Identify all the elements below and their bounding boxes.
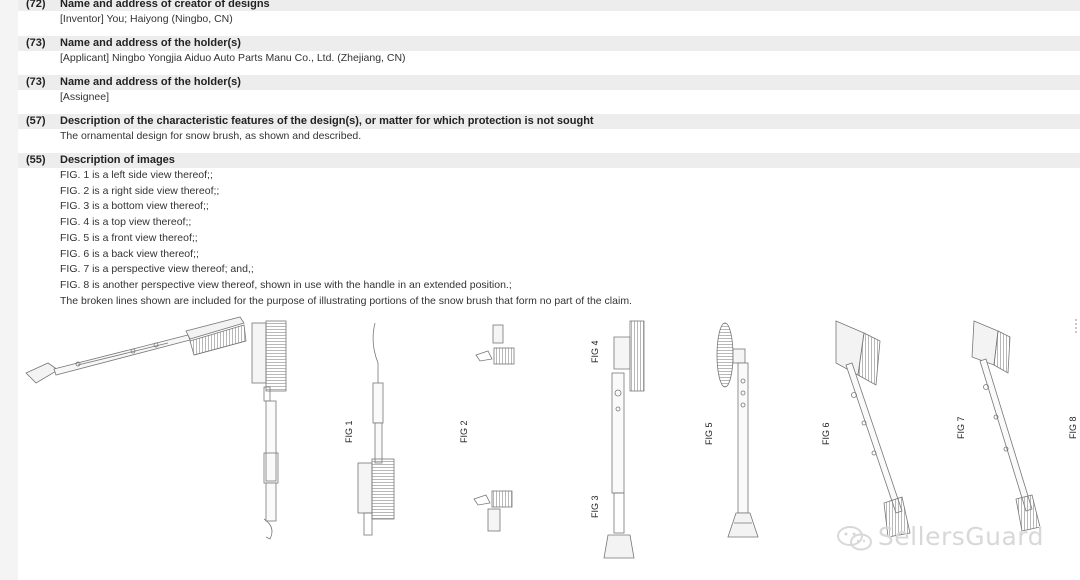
fig5-label: FIG 5 [704,422,714,445]
section-code: (72) [26,0,46,10]
applicant-line: [Applicant] Ningbo Yongjia Aiduo Auto Parts Manu Co., Ltd. (Zhejiang, CN) [60,52,406,64]
fig3-drawing [474,325,514,531]
fig4-label: FIG 4 [590,340,600,363]
section-code: (73) [26,76,46,88]
patent-page [18,0,1080,580]
image-line: FIG. 2 is a right side view thereof;; [60,184,220,197]
section-code: (57) [26,115,46,127]
section-header [18,0,1080,11]
section-header [18,153,1080,168]
fig2-label: FIG 2 [459,420,469,443]
section-creator [18,0,1080,28]
section-header [18,75,1080,90]
fig8-label: FIG 8 [1068,416,1078,439]
fig1-drawing [252,321,286,539]
section-title: Description of images [60,154,175,166]
section-code: (73) [26,37,46,49]
watermark [836,522,1044,552]
section-body [18,90,1080,106]
fig2-drawing [358,323,394,535]
watermark-text: SellersGuard [877,522,1044,551]
description-line: The ornamental design for snow brush, as shown and described. [60,130,362,142]
section-body [18,11,1080,28]
fig1-label: FIG 1 [344,420,354,443]
fig5-drawing [717,323,758,537]
section-header [18,36,1080,51]
section-code: (55) [26,154,46,166]
image-line: FIG. 7 is a perspective view thereof; and,; [60,263,254,276]
section-body [18,129,1080,145]
section-title: Name and address of the holder(s) [60,76,241,88]
fig3-label: FIG 3 [590,495,600,518]
section-description [18,114,1080,145]
image-line: FIG. 4 is a top view thereof;; [60,216,192,229]
section-title: Name and address of creator of designs [60,0,270,10]
fig6-label: FIG 6 [821,422,831,445]
image-line: FIG. 3 is a bottom view thereof;; [60,200,209,213]
section-title: Name and address of the holder(s) [60,37,241,49]
section-images [18,153,1080,309]
inventor-line: [Inventor] You; Haiyong (Ningbo, CN) [60,13,233,25]
image-line: FIG. 1 is a left side view thereof;; [60,169,213,181]
section-assignee [18,75,1080,106]
image-line: The broken lines shown are included for the purpose of illustrating portions of the snow brush that form no part of the claim. [60,294,632,307]
wechat-icon [836,524,874,552]
section-header [18,114,1080,129]
perspective-overview-drawing [26,317,246,383]
assignee-line: [Assignee] [60,91,110,103]
section-title: Description of the characteristic features of the design(s), or matter for which protection is not sought [60,115,594,127]
image-line: FIG. 8 is another perspective view thereof, shown in use with the handle in an extended position.; [60,278,512,291]
fig4-drawing [604,321,644,558]
fig6-drawing [836,321,910,537]
image-line: FIG. 5 is a front view thereof;; [60,231,198,244]
image-line: FIG. 6 is a back view thereof;; [60,247,199,260]
section-applicant [18,36,1080,67]
section-body [18,51,1080,67]
fig7-drawing [972,321,1040,531]
section-body [18,168,1080,309]
left-gutter [0,0,18,580]
fig7-label: FIG 7 [956,416,966,439]
